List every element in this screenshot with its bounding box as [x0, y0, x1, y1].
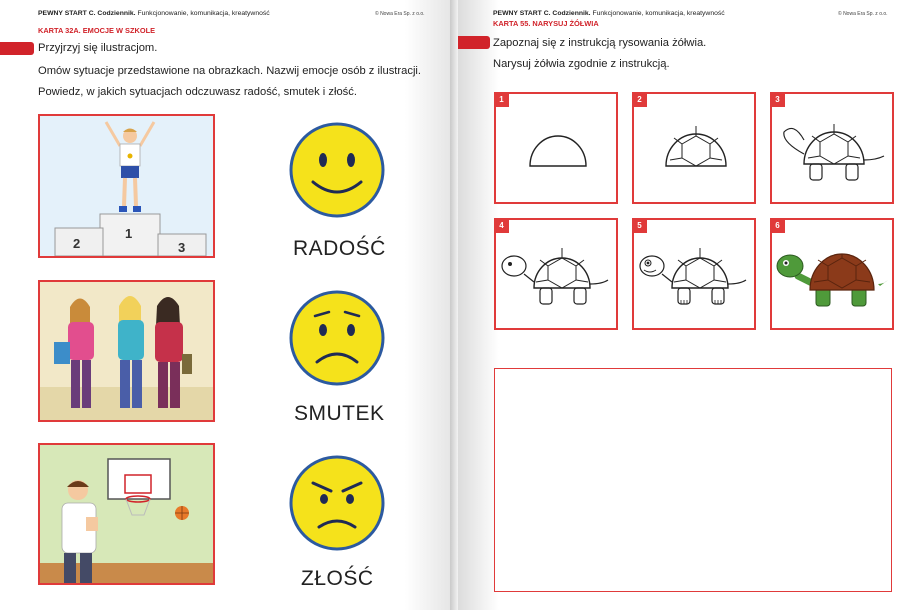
left-header-bold: PEWNY START C. Codziennik.: [38, 10, 136, 17]
right-header-bold: PEWNY START C. Codziennik.: [493, 10, 591, 17]
drawing-area[interactable]: [494, 368, 892, 592]
right-instruction-marker: [458, 36, 490, 49]
right-page: [458, 0, 913, 610]
left-instruction-3: Powiedz, w jakich sytuacjach odczuwasz radość, smutek i złość.: [38, 86, 357, 98]
step-3-turtle-body: [772, 94, 892, 202]
left-instruction-2: Omów sytuacje przedstawione na obrazkach. Nazwij emocje osób z ilustracji.: [38, 65, 422, 77]
left-instruction-1: Przyjrzyj się ilustracjom.: [38, 42, 158, 54]
basketball-scene: [40, 445, 213, 583]
step-1-shell-outline: [496, 94, 616, 202]
podium-scene: [40, 116, 213, 256]
emotion-label-joy: RADOŚĆ: [293, 237, 386, 260]
basketball-illustration: [38, 443, 215, 585]
book-spine: [450, 0, 458, 610]
step-4-turtle-head: [496, 220, 616, 328]
sad-face-icon: [289, 290, 385, 386]
right-header-rest: Funkcjonowanie, komunikacja, kreatywność: [592, 10, 725, 17]
angry-face-icon: [289, 455, 385, 551]
right-card-title: KARTA 55. NARYSUJ ŻÓŁWIA: [493, 19, 599, 28]
step-number-6: 6: [770, 218, 785, 233]
emotion-label-sadness: SMUTEK: [294, 402, 385, 425]
step-2-shell-pattern: [634, 94, 754, 202]
emotion-label-anger: ZŁOŚĆ: [301, 567, 374, 590]
girls-scene: [40, 282, 213, 420]
drawing-step-6: [770, 218, 894, 330]
right-instruction-2: Narysuj żółwia zgodnie z instrukcją.: [493, 58, 670, 70]
step-6-colored-turtle: [772, 220, 892, 328]
podium-number-3: 3: [178, 240, 186, 255]
happy-face-icon: [289, 122, 385, 218]
step-number-5: 5: [632, 218, 647, 233]
left-instruction-marker: [0, 42, 34, 55]
drawing-step-5: [632, 218, 756, 330]
podium-number-2: 2: [73, 236, 81, 251]
step-number-3: 3: [770, 92, 785, 107]
left-page-header: [38, 10, 270, 17]
right-page-header: [493, 10, 725, 17]
drawing-step-4: [494, 218, 618, 330]
podium-number-1: 1: [125, 226, 133, 241]
right-instruction-1: Zapoznaj się z instrukcją rysowania żółwia.: [493, 37, 707, 49]
left-header-rest: Funkcjonowanie, komunikacja, kreatywność: [137, 10, 270, 17]
step-5-turtle-details: [634, 220, 754, 328]
drawing-step-2: [632, 92, 756, 204]
step-number-1: 1: [494, 92, 509, 107]
step-number-2: 2: [632, 92, 647, 107]
girls-illustration: [38, 280, 215, 422]
drawing-step-3: [770, 92, 894, 204]
left-card-title: KARTA 32A. EMOCJE W SZKOLE: [38, 26, 156, 35]
drawing-step-1: [494, 92, 618, 204]
left-page: [0, 0, 450, 610]
step-number-4: 4: [494, 218, 509, 233]
left-publisher: © Nowa Era Sp. z o.o.: [375, 11, 425, 17]
podium-illustration: [38, 114, 215, 258]
right-publisher: © Nowa Era Sp. z o.o.: [838, 11, 888, 17]
